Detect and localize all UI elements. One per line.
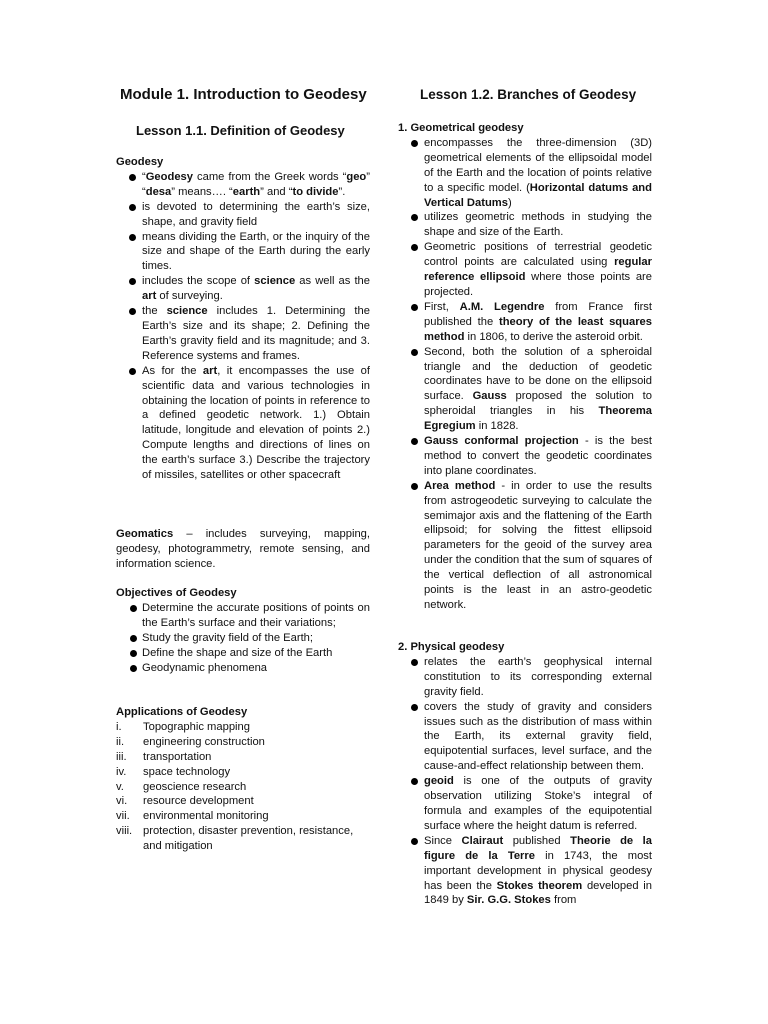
physical-bullet-list (398, 655, 652, 908)
geomatics-section (116, 527, 370, 572)
list-number: vii. (116, 810, 130, 823)
list-item-text: protection, disaster prevention, resistance, and mitigation (143, 825, 354, 853)
geomatics-paragraph (116, 527, 370, 572)
geodesy-bullet-list (116, 170, 370, 483)
list-number: v. (116, 780, 124, 793)
list-item: utilizes geometric methods in studying the shape and size of the Earth. (398, 210, 652, 240)
geometrical-geodesy-section (398, 121, 652, 613)
list-item: Geometric positions of terrestrial geodetic control points are calculated using regular reference ellipsoid where those points are projected. (398, 240, 652, 300)
list-item (116, 780, 370, 795)
list-number: iv. (116, 765, 127, 778)
physical-geodesy-heading: 2. Physical geodesy (398, 641, 505, 653)
list-item-text: environmental monitoring (143, 810, 269, 823)
list-item: geoid is one of the outputs of gravity observation utilizing Stoke’s integral of formula and examples of the equipotential surface where the height datum is referred. (398, 774, 652, 834)
list-item (116, 794, 370, 809)
applications-heading: Applications of Geodesy (116, 706, 248, 718)
physical-geodesy-section (398, 640, 652, 908)
list-number: i. (116, 720, 122, 733)
list-item: means dividing the Earth, or the inquiry of the size and shape of the Earth during the early times. (116, 230, 370, 275)
applications-section (116, 705, 370, 854)
geomatics-term: Geomatics (116, 528, 174, 540)
list-item (116, 765, 370, 780)
list-item-text: engineering construction (143, 735, 265, 748)
list-item: Study the gravity field of the Earth; (116, 631, 370, 646)
list-item-text: resource development (143, 795, 254, 808)
list-item: Second, both the solution of a spheroidal triangle and the deduction of geodetic coordinates have to be done on the ellipsoid surface. Gauss proposed the solution to spheroidal triangles in his Theorema Egregium in 1828. (398, 345, 652, 434)
list-item: encompasses the three-dimension (3D) geometrical elements of the ellipsoidal model of the Earth and the location of points relative to a specific model. (Horizontal datums and Vertical Datums) (398, 136, 652, 211)
list-number: iii. (116, 750, 127, 763)
lesson-1-1-title: Lesson 1.1. Definition of Geodesy (136, 123, 345, 138)
list-number: viii. (116, 825, 133, 838)
list-item: covers the study of gravity and considers issues such as the distribution of mass within the Earth, its external gravity field, equipotential surfaces, level surface, and the cause-and-effect relationship between them. (398, 700, 652, 775)
geodesy-heading: Geodesy (116, 156, 164, 168)
list-item (116, 601, 370, 631)
module-title: Module 1. Introduction to Geodesy (120, 86, 367, 103)
geomatics-text: – includes surveying, mapping, geodesy, photogrammetry, remote sensing, and information science. (116, 528, 370, 570)
geometrical-bullet-list (398, 136, 652, 613)
list-item (116, 824, 370, 854)
list-item (116, 720, 370, 735)
objective-text: Determine the accurate positions of points on the Earth’s surface and their variations; (142, 601, 370, 629)
objectives-list (116, 601, 370, 676)
list-item: As for the art, it encompasses the use of scientific data and various technologies in obtaining the location of points in reference to a defined geodetic network. 1.) Obtain latitude, longitude and elevation of points 2.) Compute lengths and directions of lines on the earth’s surface 3.) Describe the trajectory of missiles, satellites or other spacecraft (116, 364, 370, 483)
geometrical-geodesy-heading: 1. Geometrical geodesy (398, 122, 524, 134)
applications-list (116, 720, 370, 854)
list-item: is devoted to determining the earth’s size, shape, and gravity field (116, 200, 370, 230)
list-item: “Geodesy came from the Greek words “geo” “desa” means…. “earth” and “to divide”. (116, 170, 370, 200)
list-item (116, 750, 370, 765)
list-item: the science includes 1. Determining the Earth’s size and its shape; 2. Defining the Earth’s gravity field and its magnitude; and 3. Reference systems and frames. (116, 304, 370, 364)
list-item (116, 809, 370, 824)
lesson-1-2-title: Lesson 1.2. Branches of Geodesy (420, 87, 637, 102)
list-item: Define the shape and size of the Earth (116, 646, 370, 661)
list-item-text: transportation (143, 750, 212, 763)
list-item-text: space technology (143, 765, 231, 778)
list-item: relates the earth’s geophysical internal constitution to its corresponding external gravity field. (398, 655, 652, 700)
geodesy-section (116, 155, 370, 483)
list-number: vi. (116, 795, 128, 808)
objectives-heading: Objectives of Geodesy (116, 587, 237, 599)
list-item: includes the scope of science as well as the art of surveying. (116, 274, 370, 304)
list-item: Since Clairaut published Theorie de la figure de la Terre in 1743, the most important development in physical geodesy has been the Stokes theorem developed in 1849 by Sir. G.G. Stokes from (398, 834, 652, 909)
objectives-section (116, 586, 370, 675)
list-item-text: geoscience research (143, 780, 247, 793)
list-item: Area method - in order to use the results from astrogeodetic surveying to calculate the semimajor axis and the flattening of the Earth ellipsoid; for solving the fittest ellipsoid parameters for the geoid of the survey area under the condition that the sum of squares of the vertical deflection of all astronomical points is the least in an astro-geodetic network. (398, 479, 652, 613)
list-item: Gauss conformal projection - is the best method to convert the geodetic coordinates into plane coordinates. (398, 434, 652, 479)
list-item (116, 735, 370, 750)
list-item-text: Topographic mapping (143, 720, 250, 733)
list-item: Geodynamic phenomena (116, 661, 370, 676)
list-number: ii. (116, 735, 125, 748)
list-item: First, A.M. Legendre from France first published the theory of the least squares method in 1806, to derive the asteroid orbit. (398, 300, 652, 345)
